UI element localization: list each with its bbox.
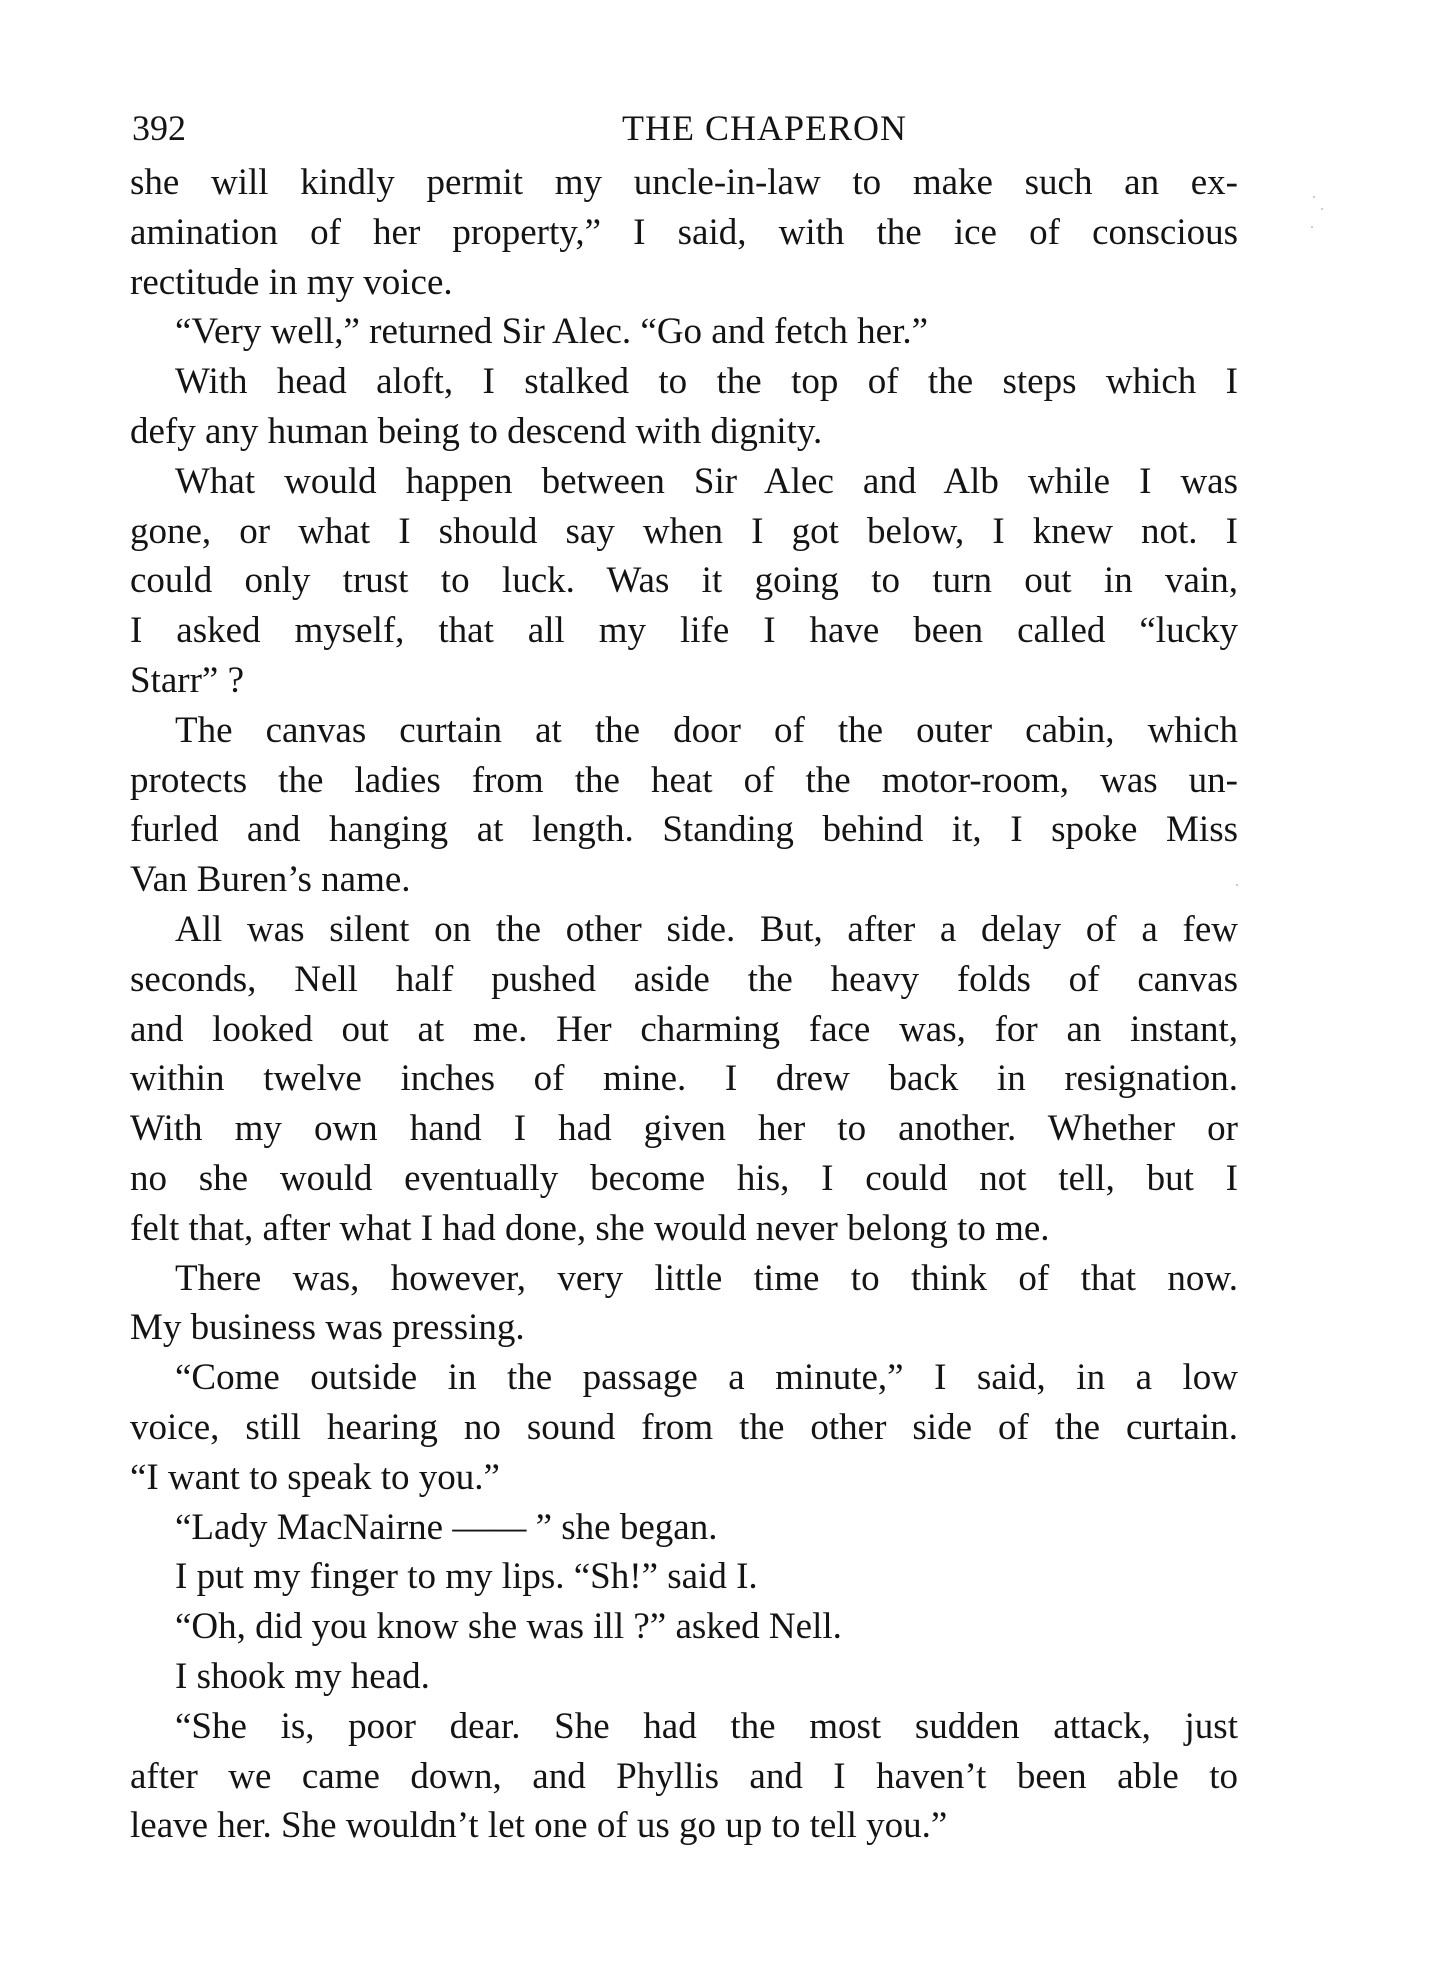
paragraph bbox=[130, 1652, 1238, 1702]
paragraph bbox=[130, 1602, 1238, 1652]
scan-speck bbox=[1313, 196, 1315, 198]
text-line: “I want to speak to you.” bbox=[130, 1456, 500, 1498]
text-line: she will kindly permit my uncle-in-law to make such an ex- bbox=[130, 162, 1238, 203]
scan-speck bbox=[1321, 208, 1323, 210]
text-line: All was silent on the other side. But, after a delay of a few bbox=[175, 908, 1238, 950]
text-line: defy any human being to descend with dignity. bbox=[130, 410, 823, 452]
paragraph bbox=[130, 457, 1238, 706]
text-line: The canvas curtain at the door of the outer cabin, which bbox=[175, 709, 1238, 751]
text-line: amination of her property,” I said, with the ice of conscious bbox=[130, 211, 1238, 253]
text-line: voice, still hearing no sound from the other side of the curtain. bbox=[130, 1406, 1238, 1448]
scan-speck bbox=[1311, 226, 1313, 228]
paragraph bbox=[130, 1552, 1238, 1602]
text-line: With my own hand I had given her to another. Whether or bbox=[130, 1108, 1238, 1150]
running-title: THE CHAPERON bbox=[622, 108, 908, 148]
text-line: I shook my head. bbox=[175, 1655, 430, 1697]
scan-speck bbox=[1236, 884, 1238, 886]
text-line: could only trust to luck. Was it going to turn out in vain, bbox=[130, 560, 1238, 602]
text-line: felt that, after what I had done, she would never belong to me. bbox=[130, 1207, 1050, 1249]
text-line: “She is, poor dear. She had the most sudden attack, just bbox=[175, 1705, 1238, 1747]
text-line: leave her. She wouldn’t let one of us go up to tell you.” bbox=[130, 1805, 948, 1847]
text-line: and looked out at me. Her charming face was, for an instant, bbox=[130, 1008, 1238, 1050]
text-line: What would happen between Sir Alec and Alb while I was bbox=[175, 460, 1238, 502]
text-line: furled and hanging at length. Standing behind it, I spoke Miss bbox=[130, 809, 1238, 851]
text-line: gone, or what I should say when I got below, I knew not. I bbox=[130, 510, 1238, 552]
paragraph bbox=[130, 307, 1238, 357]
paragraph bbox=[130, 357, 1238, 457]
paragraph bbox=[130, 706, 1238, 905]
paragraph bbox=[130, 158, 1238, 307]
text-line: within twelve inches of mine. I drew back in resignation. bbox=[130, 1058, 1238, 1100]
paragraph bbox=[130, 1702, 1238, 1851]
text-line: “Come outside in the passage a minute,” I said, in a low bbox=[175, 1357, 1238, 1399]
text-line: My business was pressing. bbox=[130, 1307, 525, 1349]
text-line: I asked myself, that all my life I have been called “lucky bbox=[130, 610, 1238, 652]
text-line: “Lady MacNairne —— ” she began. bbox=[175, 1506, 718, 1548]
text-line: Starr” ? bbox=[130, 659, 245, 701]
text-line: no she would eventually become his, I could not tell, but I bbox=[130, 1157, 1238, 1199]
page-number: 392 bbox=[132, 108, 186, 148]
body-text bbox=[130, 158, 1238, 1851]
text-line: seconds, Nell half pushed aside the heavy folds of canvas bbox=[130, 958, 1238, 1000]
text-line: I put my finger to my lips. “Sh!” said I. bbox=[175, 1556, 758, 1598]
text-line: Van Buren’s name. bbox=[130, 859, 411, 901]
text-line: rectitude in my voice. bbox=[130, 261, 453, 303]
text-line: protects the ladies from the heat of the motor-room, was un- bbox=[130, 759, 1238, 801]
paragraph bbox=[130, 1503, 1238, 1553]
text-line: “Very well,” returned Sir Alec. “Go and fetch her.” bbox=[175, 311, 929, 353]
page-header bbox=[132, 98, 1232, 158]
text-line: “Oh, did you know she was ill ?” asked Nell. bbox=[175, 1606, 842, 1648]
text-line: after we came down, and Phyllis and I haven’t been able to bbox=[130, 1755, 1238, 1797]
paragraph bbox=[130, 1353, 1238, 1502]
text-line: There was, however, very little time to think of that now. bbox=[175, 1257, 1238, 1299]
text-line: With head aloft, I stalked to the top of the steps which I bbox=[175, 361, 1238, 403]
paragraph bbox=[130, 1254, 1238, 1354]
paragraph bbox=[130, 905, 1238, 1254]
